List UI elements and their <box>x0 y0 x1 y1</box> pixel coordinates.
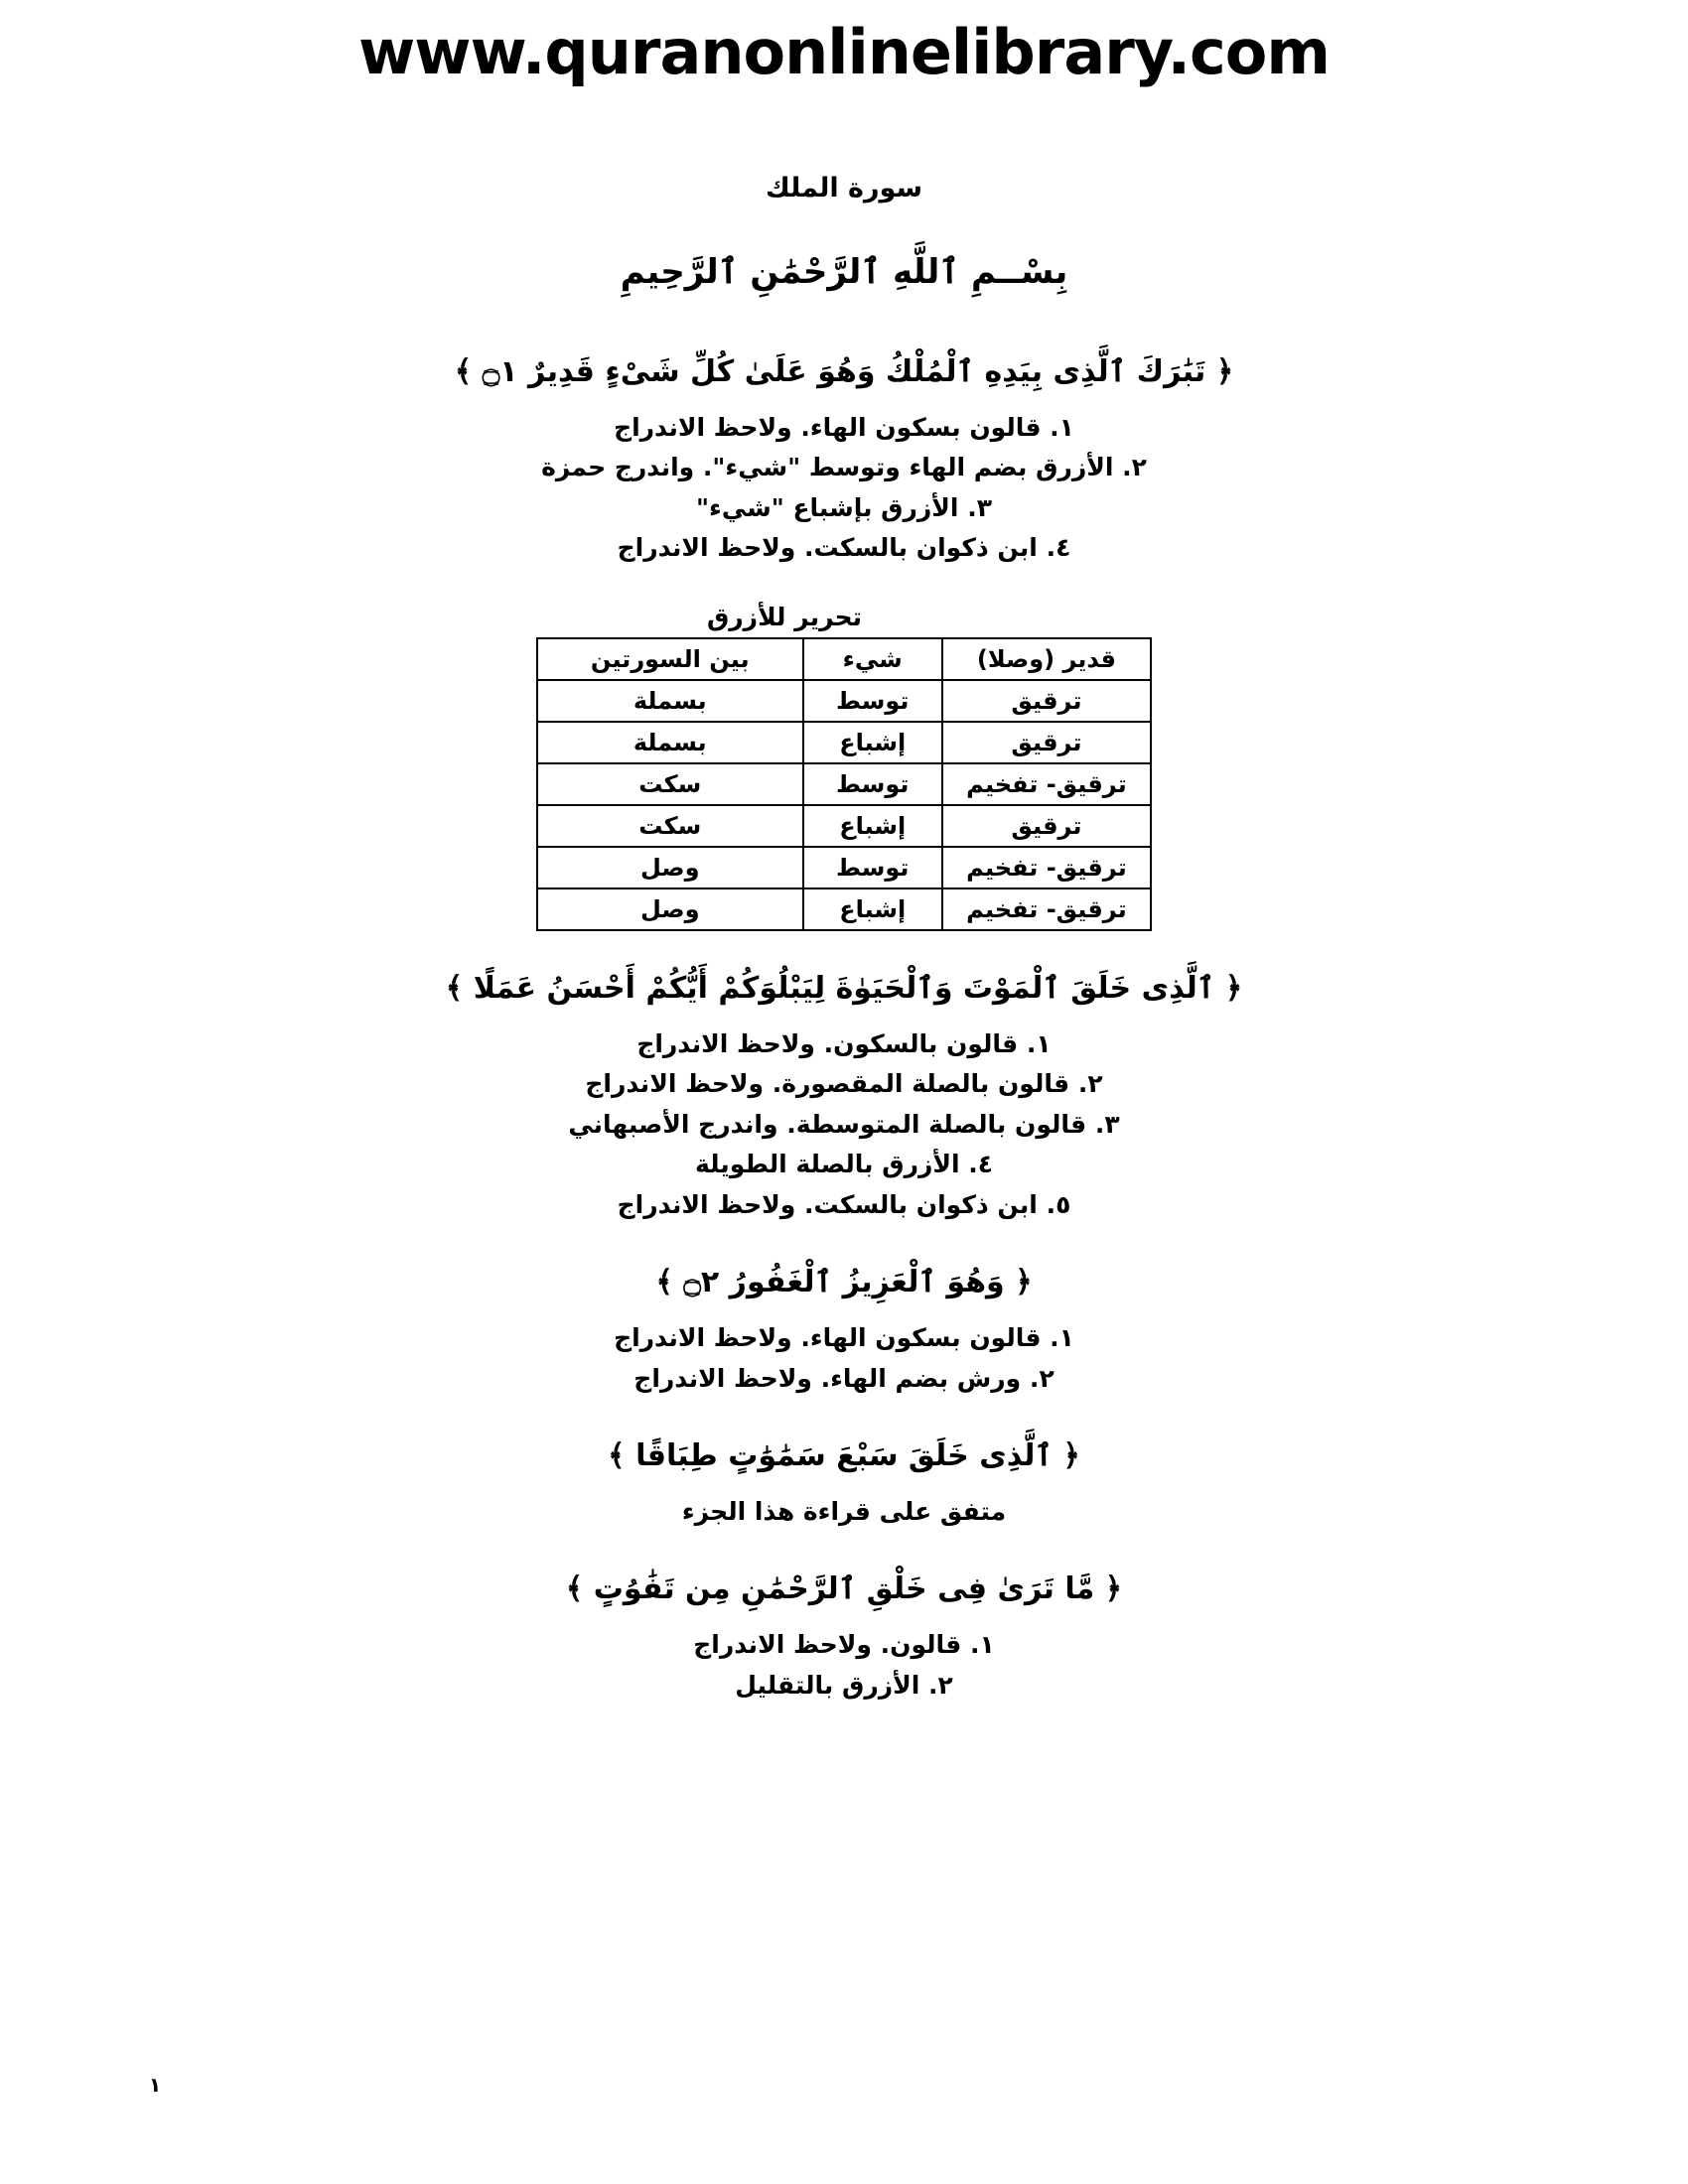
ayah-text: ﴿ وَهُوَ ٱلْعَزِيزُ ٱلْغَفُورُ ۝٢ ﴾ <box>655 1265 1033 1300</box>
table-header-cell: شيء <box>803 638 942 680</box>
ayah-section <box>149 348 1539 569</box>
table-row <box>537 722 1151 763</box>
table-cell: ترقيق <box>942 805 1151 847</box>
table-header-cell: بين السورتين <box>537 638 803 680</box>
note-item: ١. قالون بالسكون. ولاحظ الاندراج <box>636 1028 1052 1058</box>
consensus-note: متفق على قراءة هذا الجزء <box>681 1497 1007 1527</box>
document-content <box>149 173 1539 1706</box>
note-item: ٢. الأزرق بالتقليل <box>735 1670 953 1700</box>
table-cell: ترقيق- تفخيم <box>942 888 1151 930</box>
table-caption: تحرير للأزرق <box>706 602 863 631</box>
tahrir-table-block <box>526 603 1162 931</box>
surah-title: سورة الملك <box>765 173 923 204</box>
ayah-section <box>149 1566 1539 1706</box>
table-row <box>537 763 1151 805</box>
table-cell: سكت <box>537 763 803 805</box>
table-row <box>537 805 1151 847</box>
table-cell: ترقيق- تفخيم <box>942 847 1151 888</box>
table-cell: وصل <box>537 888 803 930</box>
table-cell: بسملة <box>537 722 803 763</box>
notes-list <box>149 1024 1539 1226</box>
ayah-section <box>149 965 1539 1226</box>
tahrir-table <box>536 637 1152 931</box>
table-cell: ترقيق- تفخيم <box>942 763 1151 805</box>
notes-list <box>149 1318 1539 1399</box>
ayah-text: ﴿ ٱلَّذِى خَلَقَ ٱلْمَوْتَ وَٱلْحَيَوٰةَ لِيَبْلُوَكُمْ أَيُّكُمْ أَحْسَنُ عَمَلًا ﴾ <box>445 970 1243 1006</box>
notes-list <box>149 408 1539 569</box>
ayah-section <box>149 1259 1539 1399</box>
ayah-text: ﴿ تَبَٰرَكَ ٱلَّذِى بِيَدِهِ ٱلْمُلْكُ وَهُوَ عَلَىٰ كُلِّ شَىْءٍ قَدِيرٌ ۝١ ﴾ <box>454 353 1234 389</box>
note-item: ١. قالون بسكون الهاء. ولاحظ الاندراج <box>614 1323 1074 1353</box>
note-item: ١. قالون بسكون الهاء. ولاحظ الاندراج <box>614 412 1074 442</box>
note-item: ٣. الأزرق بإشباع "شيء" <box>696 492 992 522</box>
table-row <box>537 680 1151 722</box>
table-cell: وصل <box>537 847 803 888</box>
table-header-cell: قدير (وصلا) <box>942 638 1151 680</box>
table-cell: إشباع <box>803 888 942 930</box>
table-cell: ترقيق <box>942 680 1151 722</box>
page-number: ١ <box>149 2073 162 2097</box>
note-item: ٤. الأزرق بالصلة الطويلة <box>694 1150 994 1179</box>
ayah-text: ﴿ ٱلَّذِى خَلَقَ سَبْعَ سَمَٰوَٰتٍ طِبَاقًا ﴾ <box>608 1438 1080 1474</box>
table-cell: توسط <box>803 847 942 888</box>
note-item: ١. قالون. ولاحظ الاندراج <box>693 1630 995 1660</box>
note-item: ٣. قالون بالصلة المتوسطة. واندرج الأصبهاني <box>568 1109 1120 1139</box>
table-cell: توسط <box>803 680 942 722</box>
basmala-line: بِسْــمِ ٱللَّهِ ٱلرَّحْمَٰنِ ٱلرَّحِيمِ <box>620 252 1068 292</box>
ayah-section <box>149 1433 1539 1532</box>
note-item: ٢. الأزرق بضم الهاء وتوسط "شيء". واندرج حمزة <box>541 453 1147 482</box>
note-item: ٢. ورش بضم الهاء. ولاحظ الاندراج <box>633 1363 1055 1393</box>
table-cell: سكت <box>537 805 803 847</box>
table-cell: توسط <box>803 763 942 805</box>
note-item: ٥. ابن ذكوان بالسكت. ولاحظ الاندراج <box>617 1189 1071 1219</box>
table-cell: بسملة <box>537 680 803 722</box>
table-cell: إشباع <box>803 722 942 763</box>
table-cell: إشباع <box>803 805 942 847</box>
notes-list <box>149 1625 1539 1706</box>
note-item: ٤. ابن ذكوان بالسكت. ولاحظ الاندراج <box>617 533 1071 563</box>
table-row <box>537 888 1151 930</box>
table-row <box>537 847 1151 888</box>
table-header-row <box>537 638 1151 680</box>
note-item: ٢. قالون بالصلة المقصورة. ولاحظ الاندراج <box>585 1069 1103 1099</box>
ayah-text: ﴿ مَّا تَرَىٰ فِى خَلْقِ ٱلرَّحْمَٰنِ مِن تَفَٰوُتٍ ﴾ <box>565 1571 1123 1607</box>
table-cell: ترقيق <box>942 722 1151 763</box>
site-url-banner: www.quranonlinelibrary.com <box>357 16 1331 88</box>
